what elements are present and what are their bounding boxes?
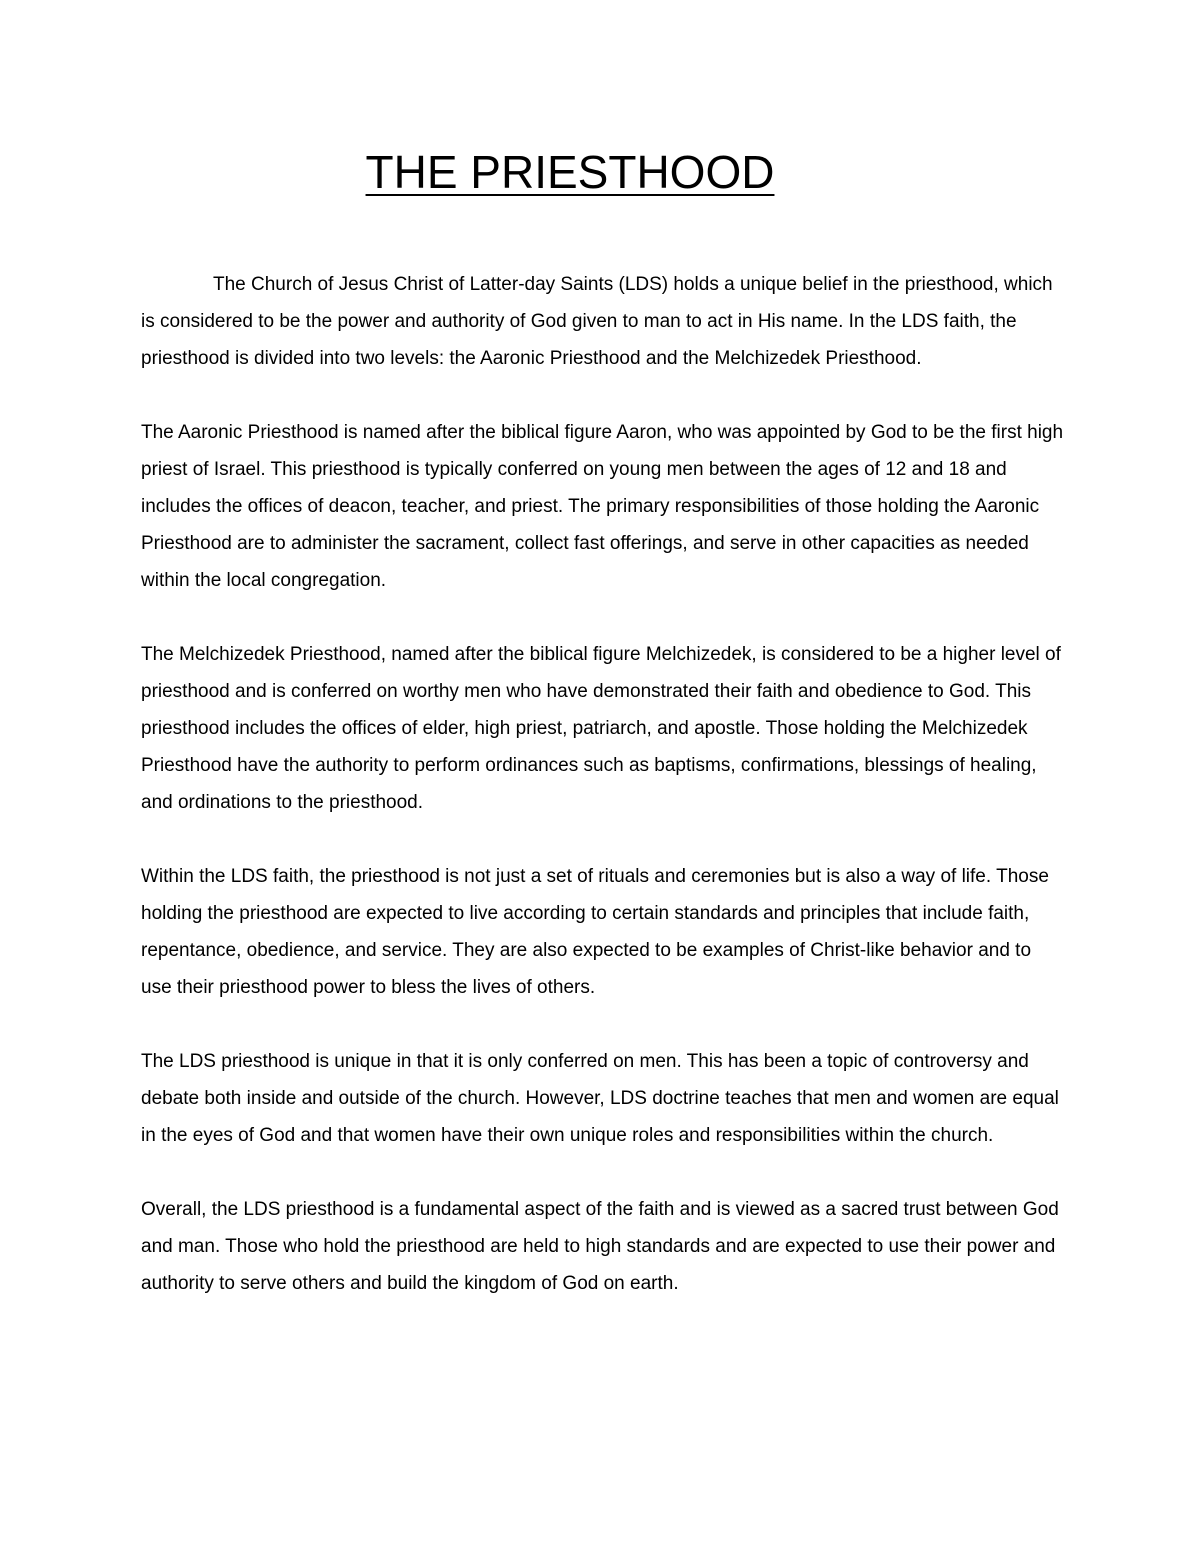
paragraph-way-of-life: Within the LDS faith, the priesthood is not just a set of rituals and ceremonies but is also a way of life. Those holding the priesthood are expected to live according to certain standards and principles that include faith, repentance, obedience, and service. They are also expected to be examples of Christ-like behavior and to use their priesthood power to bless the lives of others. bbox=[141, 866, 1049, 998]
document-title: THE PRIESTHOOD bbox=[365, 146, 775, 198]
paragraph-aaronic: The Aaronic Priesthood is named after the biblical figure Aaron, who was appointed by God to be the first high priest of Israel. This priesthood is typically conferred on young men between the ages of 12 and 18 and includes the offices of deacon, teacher, and priest. The primary responsibilities of those holding the Aaronic Priesthood are to administer the sacrament, collect fast offerings, and serve in other capacities as needed within the local congregation. bbox=[141, 422, 1064, 591]
paragraph-men-only: The LDS priesthood is unique in that it is only conferred on men. This has been a topic of controversy and debate both inside and outside of the church. However, LDS doctrine teaches that men and women are equal in the eyes of God and that women have their own unique roles and responsibilities within the church. bbox=[141, 1051, 1059, 1146]
paragraph-melchizedek: The Melchizedek Priesthood, named after the biblical figure Melchizedek, is considered to be a higher level of priesthood and is conferred on worthy men who have demonstrated their faith and obedience to God. This priesthood includes the offices of elder, high priest, patriarch, and apostle. Those holding the Melchizedek Priesthood have the authority to perform ordinances such as baptisms, confirmations, blessings of healing, and ordinations to the priesthood. bbox=[141, 644, 1061, 813]
document-body bbox=[141, 266, 1066, 1339]
paragraph-conclusion: Overall, the LDS priesthood is a fundamental aspect of the faith and is viewed as a sacred trust between God and man. Those who hold the priesthood are held to high standards and are expected to use their power and authority to serve others and build the kingdom of God on earth. bbox=[141, 1199, 1059, 1294]
paragraph-intro: The Church of Jesus Christ of Latter-day Saints (LDS) holds a unique belief in the priesthood, which is considered to be the power and authority of God given to man to act in His name. In the LDS faith, the priesthood is divided into two levels: the Aaronic Priesthood and the Melchizedek Priesthood. bbox=[141, 274, 1053, 369]
